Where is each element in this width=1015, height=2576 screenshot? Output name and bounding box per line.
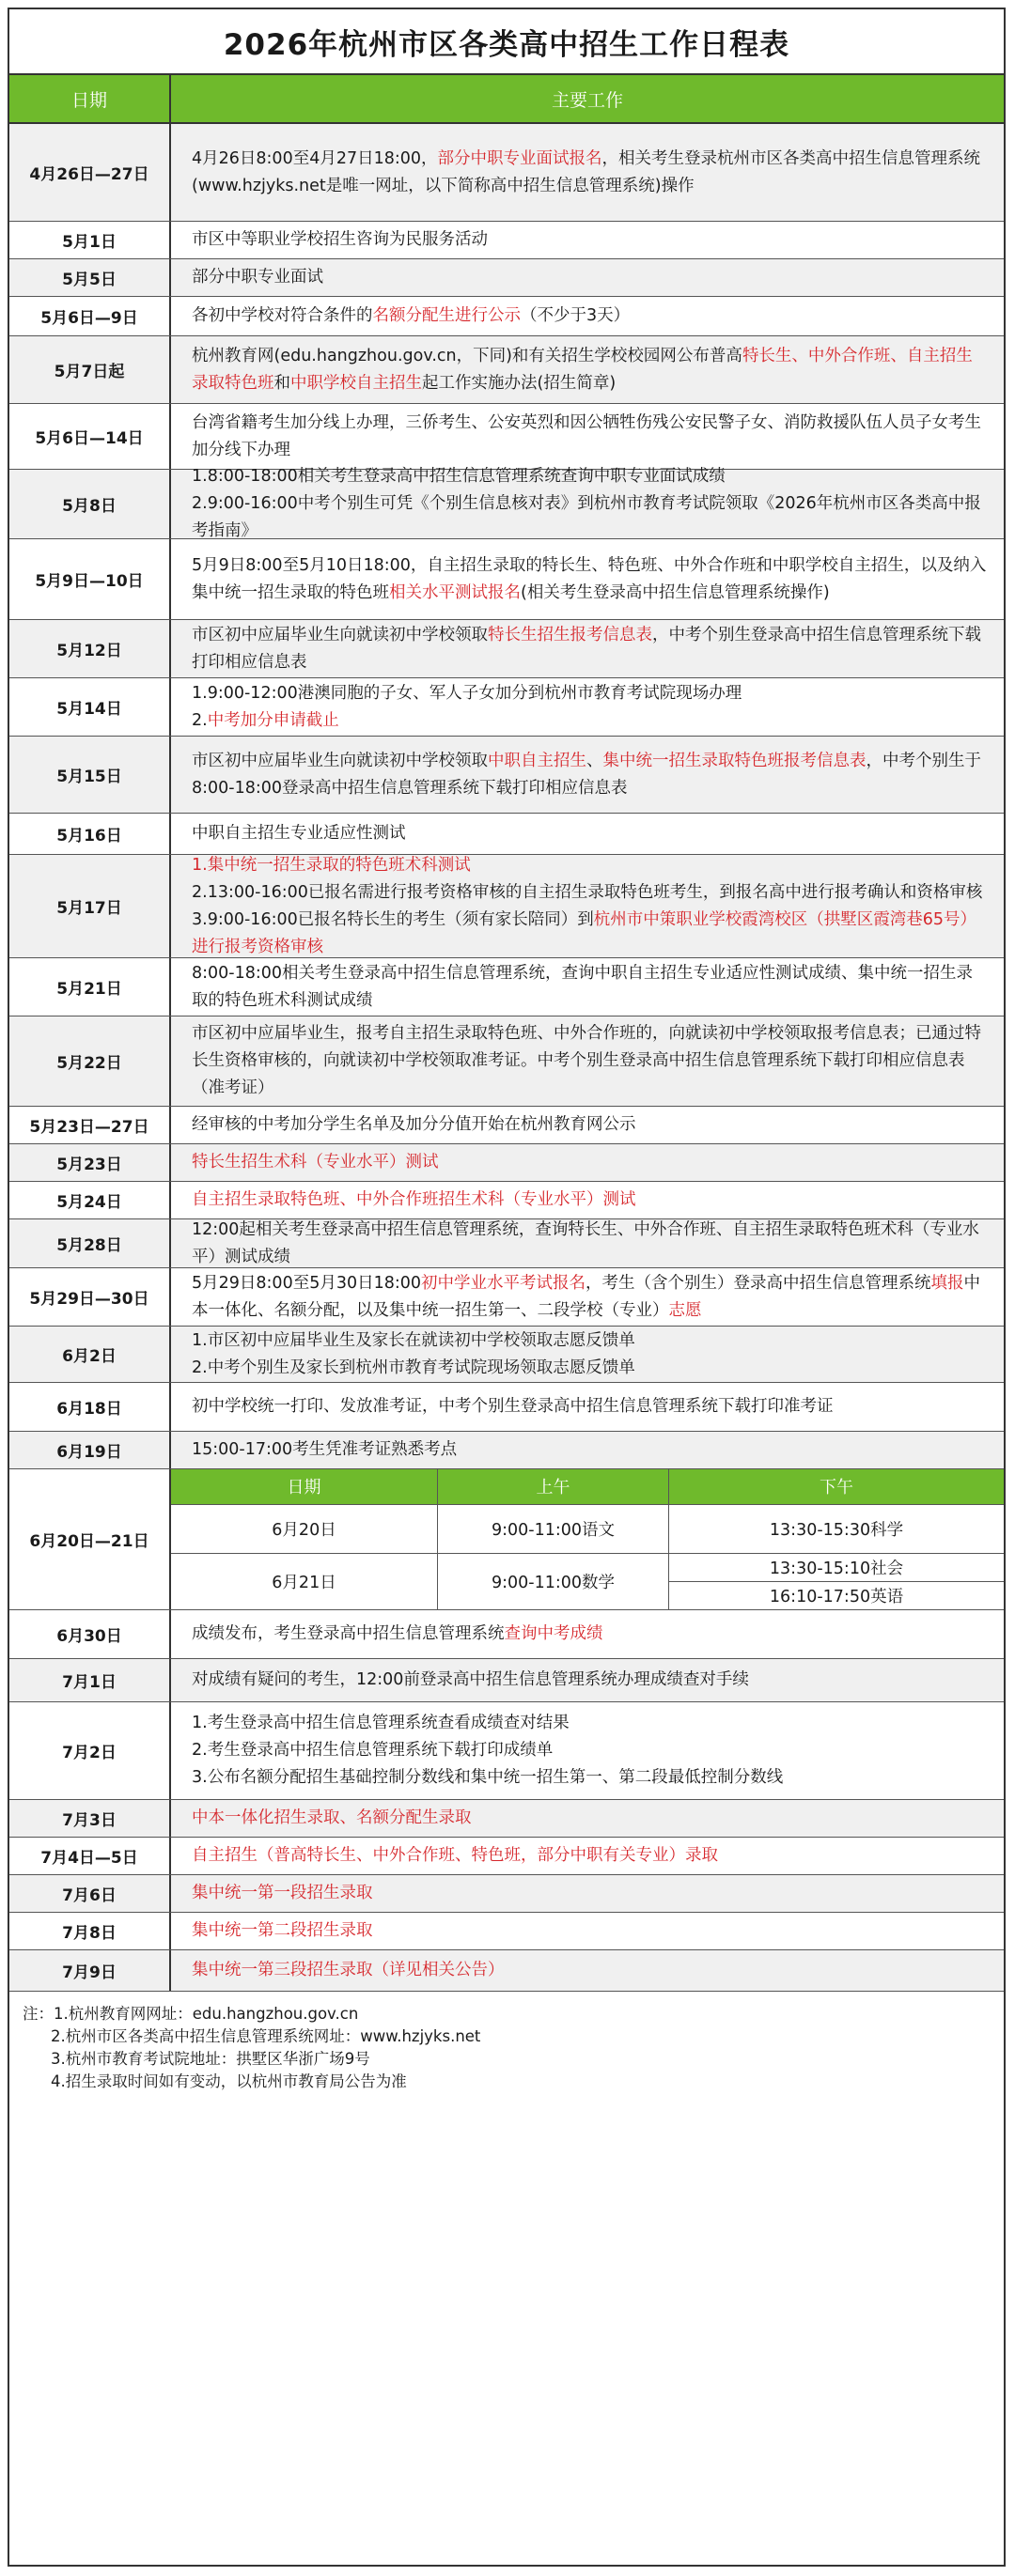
table-row	[9, 1107, 1004, 1144]
work-text: 2.13:00-16:00已报名需进行报考资格审核的自主招生录取特色班考生，到报名高中进行报考确认和资格审核	[192, 882, 983, 902]
exam-table-header	[171, 1469, 1004, 1504]
work-text: 2.9:00-16:00中考个别生可凭《个别生信息核对表》到杭州市教育考试院领取《2026年杭州市区各类高中报考指南》	[192, 494, 981, 540]
row-work	[171, 1383, 1004, 1431]
highlight-text: 集中统一招生录取的特色班术科测试	[207, 855, 471, 875]
work-text: 2.考生登录高中招生信息管理系统下载打印成绩单	[192, 1741, 554, 1760]
row-work	[171, 958, 1004, 1016]
row-work	[171, 1838, 1004, 1874]
work-paragraph	[192, 343, 987, 397]
row-date: 7月1日	[9, 1659, 171, 1701]
work-paragraph	[192, 748, 987, 802]
work-text: 1.考生登录高中招生信息管理系统查看成绩查对结果	[192, 1714, 570, 1732]
work-text: 市区初中应届毕业生向就读初中学校领取	[192, 625, 488, 644]
table-row	[9, 678, 1004, 737]
work-text: ，考生（含个别生）登录高中招生信息管理系统	[586, 1273, 931, 1293]
table-row	[9, 1144, 1004, 1182]
work-paragraph	[192, 1393, 987, 1420]
row-date: 5月22日	[9, 1016, 171, 1106]
highlight-text: 部分中职专业面试报名	[437, 148, 602, 168]
highlight-text: 志愿	[668, 1300, 702, 1320]
header-work: 主要工作	[551, 89, 623, 111]
work-paragraph	[192, 1667, 987, 1694]
table-row	[9, 1182, 1004, 1219]
work-paragraph	[192, 1436, 987, 1464]
table-row	[9, 1702, 1004, 1800]
table-row	[9, 1383, 1004, 1432]
work-paragraph	[192, 1842, 987, 1870]
row-work	[171, 620, 1004, 677]
work-paragraph	[192, 622, 987, 676]
work-paragraph	[192, 410, 987, 464]
work-paragraph	[192, 820, 987, 847]
exam-day-date: 6月20日	[171, 1505, 438, 1553]
row-date: 7月8日	[9, 1913, 171, 1949]
schedule-sheet	[8, 8, 1006, 2567]
work-paragraph	[192, 1957, 987, 1984]
work-text: 市区初中应届毕业生向就读初中学校领取	[192, 751, 488, 770]
work-line	[192, 1355, 987, 1382]
work-text: 中本一体化、名额分配，以及集中统一招生第一、二段学校（专业）	[192, 1273, 981, 1320]
row-work	[171, 1610, 1004, 1658]
table-row	[9, 1610, 1004, 1659]
highlight-text: 查询中考成绩	[504, 1624, 603, 1643]
highlight-text: 自主招生录取特色班、中外合作班招生术科（专业水平）测试	[192, 1190, 636, 1209]
exam-day-am: 9:00-11:00数学	[438, 1554, 669, 1609]
work-text: 3.9:00-16:00已报名特长生的考生（须有家长陪同）到	[192, 909, 594, 929]
work-text: 各初中学校对符合条件的	[192, 306, 373, 325]
table-row	[9, 297, 1004, 336]
work-paragraph	[192, 226, 987, 254]
work-paragraph	[192, 303, 987, 330]
row-date: 5月12日	[9, 620, 171, 677]
work-paragraph	[192, 1270, 987, 1325]
work-line	[192, 680, 987, 707]
row-work	[171, 1659, 1004, 1701]
row-work	[171, 1144, 1004, 1181]
row-work	[171, 1219, 1004, 1267]
table-row	[9, 1659, 1004, 1702]
work-text: 起工作实施办法(招生简章)	[422, 373, 617, 393]
work-text: 、	[586, 751, 603, 770]
row-date: 5月23日	[9, 1144, 171, 1181]
highlight-text: 中职学校自主招生	[290, 373, 422, 393]
row-work	[171, 1268, 1004, 1326]
table-row	[9, 1327, 1004, 1383]
table-row	[9, 958, 1004, 1016]
highlight-text: 名额分配生进行公示	[372, 306, 521, 325]
row-date: 5月16日	[9, 814, 171, 854]
highlight-text: 中考加分申请截止	[207, 710, 339, 730]
work-text: ，中考个别生登录高中招生信息管理系统下载打印相应信息表	[192, 625, 981, 672]
work-line	[192, 852, 987, 879]
work-text: 初中学校统一打印、发放准考证，中考个别生登录高中招生信息管理系统下载打印准考证	[192, 1397, 834, 1416]
work-paragraph	[192, 1805, 987, 1832]
row-date: 5月29日—30日	[9, 1268, 171, 1326]
row-date: 6月18日	[9, 1383, 171, 1431]
work-text: 3.公布名额分配招生基础控制分数线和集中统一招生第一、第二段最低控制分数线	[192, 1768, 784, 1787]
table-row	[9, 737, 1004, 814]
work-line	[192, 1327, 987, 1355]
exam-day-pm: 16:10-17:50英语	[669, 1581, 1004, 1609]
work-text: 台湾省籍考生加分线上办理，三侨考生、公安英烈和因公牺牲伤残公安民警子女、消防救援队伍人员子女考生加分线下办理	[192, 412, 981, 459]
row-date: 5月8日	[9, 470, 171, 538]
row-work	[171, 1432, 1004, 1468]
highlight-text: 杭州市中策职业学校霞湾校区（拱墅区霞湾巷65号）进行报考资格审核	[192, 909, 977, 956]
row-work	[171, 336, 1004, 403]
table-row	[9, 1219, 1004, 1268]
row-work	[171, 814, 1004, 854]
work-text: 12:00起相关考生登录高中招生信息管理系统，查询特长生、中外合作班、自主招生录取特色班术科（专业水平）测试成绩	[192, 1219, 979, 1266]
exam-day-row	[171, 1504, 1004, 1553]
exam-header-pm: 下午	[820, 1478, 853, 1498]
table-row	[9, 1016, 1004, 1107]
work-line	[192, 463, 987, 490]
table-row	[9, 1875, 1004, 1913]
work-text: 部分中职专业面试	[192, 268, 323, 287]
work-text: (相关考生登录高中招生信息管理系统操作)	[521, 582, 830, 602]
work-text: 市区初中应届毕业生，报考自主招生录取特色班、中外合作班的，向就读初中学校领取报考信息表；已通过特长生资格审核的，向就读初中学校领取准考证。中考个别生登录高中招生信息管理系统下载打印相应信息表（准考证）	[192, 1024, 981, 1097]
row-work	[171, 124, 1004, 221]
highlight-text: 中本一体化招生录取、名额分配生录取	[192, 1808, 472, 1827]
row-date: 7月3日	[9, 1800, 171, 1837]
work-paragraph	[192, 1187, 987, 1214]
work-paragraph	[192, 264, 987, 291]
work-text: 2.中考个别生及家长到杭州市教育考试院现场领取志愿反馈单	[192, 1358, 635, 1377]
table-row	[9, 1800, 1004, 1838]
row-date: 5月9日—10日	[9, 539, 171, 619]
schedule-rows-part2	[9, 1610, 1004, 1992]
work-text: 市区中等职业学校招生咨询为民服务活动	[192, 230, 488, 249]
table-row	[9, 1268, 1004, 1327]
header-date: 日期	[9, 75, 171, 122]
work-paragraph	[192, 1149, 987, 1176]
highlight-text: 集中统一招生录取特色班报考信息表	[602, 751, 867, 770]
row-date: 6月2日	[9, 1327, 171, 1382]
exam-day-pm: 13:30-15:10社会	[769, 1559, 904, 1578]
table-row	[9, 222, 1004, 259]
exam-day-pm: 13:30-15:30科学	[769, 1520, 904, 1540]
footnote: 2.杭州市区各类高中招生信息管理系统网址：www.hzjyks.net	[51, 2027, 481, 2045]
table-row	[9, 124, 1004, 222]
row-date: 5月14日	[9, 678, 171, 736]
table-row	[9, 1913, 1004, 1950]
work-text: 8:00-18:00相关考生登录高中招生信息管理系统，查询中职自主招生专业适应性测试成绩、集中统一招生录取的特色班术科测试成绩	[192, 963, 974, 1010]
work-text: 中职自主招生专业适应性测试	[192, 824, 406, 843]
highlight-text: 初中学业水平考试报名	[421, 1273, 586, 1293]
work-text: （不少于3天）	[521, 306, 631, 325]
work-text: 1.8:00-18:00相关考生登录高中招生信息管理系统查询中职专业面试成绩	[192, 467, 726, 486]
row-work	[171, 1702, 1004, 1799]
work-line	[192, 1737, 987, 1764]
work-line	[192, 1764, 987, 1792]
work-paragraph	[192, 552, 987, 607]
work-text: 经审核的中考加分学生名单及加分分值开始在杭州教育网公示	[192, 1115, 636, 1134]
work-paragraph	[192, 1880, 987, 1907]
row-work	[171, 678, 1004, 736]
row-date: 5月1日	[9, 222, 171, 258]
table-row	[9, 336, 1004, 404]
row-date: 5月7日起	[9, 336, 171, 403]
row-work	[171, 1327, 1004, 1382]
highlight-text: 特长生招生报考信息表	[488, 625, 652, 644]
row-date: 6月30日	[9, 1610, 171, 1658]
row-date: 5月23日—27日	[9, 1107, 171, 1143]
schedule-rows-part1	[9, 124, 1004, 1469]
work-paragraph	[192, 1217, 987, 1271]
work-text: 成绩发布，考生登录高中招生信息管理系统	[192, 1624, 505, 1643]
highlight-text: 集中统一第二段招生录取	[192, 1921, 373, 1940]
work-text: 1.9:00-12:00港澳同胞的子女、军人子女加分到杭州市教育考试院现场办理	[192, 683, 742, 703]
table-row	[9, 1950, 1004, 1992]
row-work	[171, 222, 1004, 258]
highlight-text: 特长生招生术科（专业水平）测试	[192, 1153, 439, 1172]
table-row	[9, 259, 1004, 297]
work-text: 2.	[192, 710, 208, 730]
work-text: 15:00-17:00考生凭准考证熟悉考点	[192, 1440, 458, 1459]
row-date: 7月4日—5日	[9, 1838, 171, 1874]
work-text: 1.市区初中应届毕业生及家长在就读初中学校领取志愿反馈单	[192, 1330, 635, 1350]
work-text: ，中考个别生于8:00-18:00登录高中招生信息管理系统下载打印相应信息表	[192, 751, 981, 798]
row-date: 7月9日	[9, 1950, 171, 1991]
table-row	[9, 814, 1004, 855]
row-date: 6月19日	[9, 1432, 171, 1468]
row-work	[171, 539, 1004, 619]
row-date: 6月20日—21日	[9, 1469, 171, 1609]
work-paragraph	[192, 1917, 987, 1945]
row-work	[171, 404, 1004, 469]
row-date: 5月6日—9日	[9, 297, 171, 335]
row-work	[171, 297, 1004, 335]
row-work	[171, 855, 1004, 957]
row-work	[171, 737, 1004, 813]
page-title: 2026年杭州市区各类高中招生工作日程表	[9, 9, 1004, 75]
row-date: 5月21日	[9, 958, 171, 1016]
row-work	[171, 1875, 1004, 1912]
table-row	[9, 467, 1004, 540]
footnote: 注：1.杭州教育网网址：edu.hangzhou.gov.cn	[23, 2005, 359, 2023]
work-line	[192, 707, 987, 735]
row-date: 5月24日	[9, 1182, 171, 1218]
highlight-text: 相关水平测试报名	[389, 582, 521, 602]
table-header	[9, 75, 1004, 124]
row-date: 5月6日—14日	[9, 404, 171, 469]
work-paragraph	[192, 146, 987, 200]
work-text: 5月29日8:00至5月30日18:00	[192, 1273, 422, 1293]
work-paragraph	[192, 1111, 987, 1139]
row-work	[171, 1913, 1004, 1949]
row-date: 4月26日—27日	[9, 124, 171, 221]
exam-day-row	[171, 1553, 1004, 1609]
row-date: 7月2日	[9, 1702, 171, 1799]
row-date: 7月6日	[9, 1875, 171, 1912]
row-work	[171, 1182, 1004, 1218]
work-text: 杭州教育网(edu.hangzhou.gov.cn，下同)和有关招生学校校园网公布普高	[192, 346, 742, 365]
row-date: 5月15日	[9, 737, 171, 813]
work-line	[192, 879, 987, 907]
footnote: 4.招生录取时间如有变动，以杭州市教育局公告为准	[51, 2072, 407, 2090]
table-row	[9, 1838, 1004, 1875]
highlight-text: 中职自主招生	[488, 751, 586, 770]
highlight-text: 集中统一第三段招生录取（详见相关公告）	[192, 1961, 505, 1979]
work-line	[192, 907, 987, 961]
footnote: 3.杭州市教育考试院地址：拱墅区华浙广场9号	[51, 2050, 370, 2068]
row-work	[171, 467, 1004, 540]
row-date: 5月17日	[9, 855, 171, 957]
work-paragraph	[192, 1020, 987, 1102]
highlight-text: 特长生、中外合作班、自主招生录取特色班	[192, 346, 973, 393]
footnotes	[9, 1992, 1004, 2104]
highlight-text: 1.	[192, 855, 208, 875]
work-line	[192, 490, 987, 545]
exam-day-am: 9:00-11:00语文	[438, 1505, 669, 1553]
row-work	[171, 259, 1004, 296]
work-paragraph	[192, 1621, 987, 1648]
row-work	[171, 1107, 1004, 1143]
row-work	[171, 1800, 1004, 1837]
table-row	[9, 620, 1004, 678]
exam-day-date: 6月21日	[171, 1554, 438, 1609]
work-text: 和	[273, 373, 290, 393]
row-work	[171, 1950, 1004, 1991]
exam-table	[171, 1469, 1004, 1609]
exam-header-am: 上午	[438, 1469, 669, 1504]
work-line	[192, 1710, 987, 1737]
highlight-text: 自主招生（普高特长生、中外合作班、特色班，部分中职有关专业）录取	[192, 1846, 718, 1865]
row-date: 5月5日	[9, 259, 171, 296]
work-text: 5月9日8:00至5月10日18:00，自主招生录取的特长生、特色班、中外合作班和中职学校自主招生，以及纳入集中统一招生录取的特色班	[192, 555, 987, 602]
highlight-text: 集中统一第一段招生录取	[192, 1884, 373, 1902]
work-text: 4月26日8:00至4月27日18:00，	[192, 148, 438, 168]
table-row	[9, 404, 1004, 470]
row-work	[171, 1016, 1004, 1106]
table-row	[9, 539, 1004, 620]
table-row	[9, 855, 1004, 958]
highlight-text: 填报	[930, 1273, 964, 1293]
exam-header-date: 日期	[171, 1469, 438, 1504]
work-text: ，相关考生登录杭州市区各类高中招生信息管理系统(www.hzjyks.net是唯一网址，以下简称高中招生信息管理系统)操作	[192, 148, 981, 195]
row-date: 5月28日	[9, 1219, 171, 1267]
exam-day-pm-split	[669, 1554, 1004, 1609]
work-paragraph	[192, 960, 987, 1015]
table-row	[9, 1432, 1004, 1469]
work-text: 对成绩有疑问的考生，12:00前登录高中招生信息管理系统办理成绩查对手续	[192, 1670, 749, 1689]
exam-row	[9, 1469, 1004, 1610]
